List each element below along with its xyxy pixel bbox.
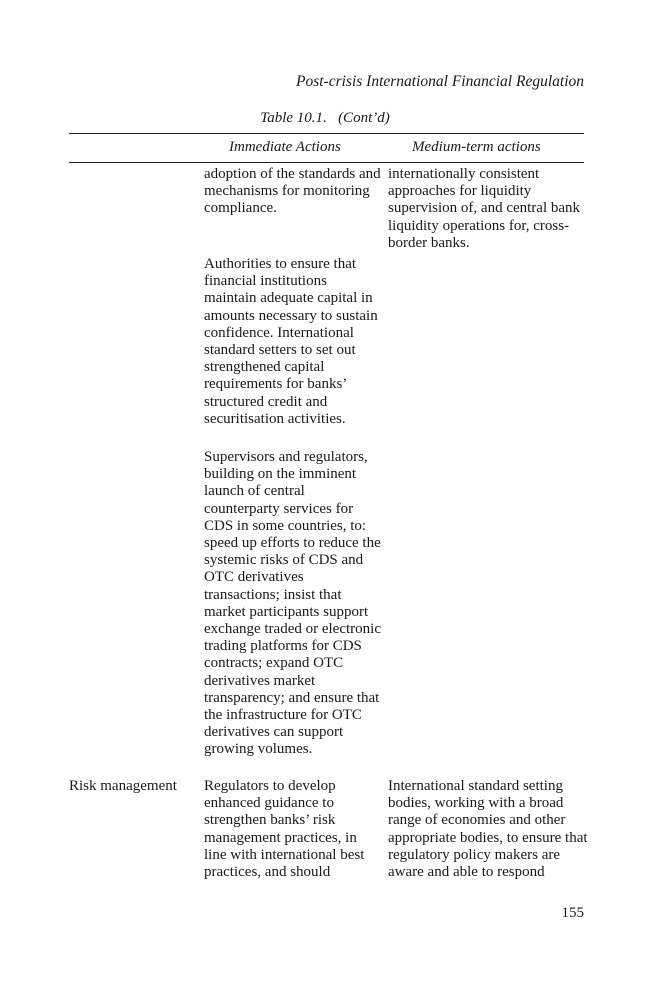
table-caption-number: Table 10.1.	[260, 110, 327, 126]
table-cell-immediate: Supervisors and regulators, building on the imminent launch of central counterparty services for CDS in some countries, to: speed up efforts to reduce the systemic risks of CDS and OTC derivatives transactions; insist that market participants support exchange traded or electronic trading platforms for CDS contracts; expand OTC derivatives market transparency; and ensure that the infrastructure for OTC derivatives can support growing volumes.	[204, 449, 381, 758]
table-header-rule	[69, 162, 584, 163]
column-header-immediate-actions: Immediate Actions	[229, 139, 341, 155]
column-header-medium-term-actions: Medium-term actions	[412, 139, 541, 155]
table-caption-cont: (Cont’d)	[338, 110, 390, 126]
page-number: 155	[561, 905, 584, 921]
table-cell-medium: internationally consistent approaches for liquidity supervision of, and central bank liquidity operations for, cross-border banks.	[388, 166, 581, 251]
table-cell-immediate: adoption of the standards and mechanisms for monitoring compliance.	[204, 166, 381, 217]
table-caption	[0, 110, 650, 127]
table-row-label: Risk management	[69, 778, 177, 794]
table-top-rule	[69, 133, 584, 134]
running-head: Post-crisis International Financial Regulation	[295, 73, 584, 90]
table-cell-medium: International standard setting bodies, working with a broad range of economies and other appropriate bodies, to ensure that regulatory policy makers are aware and able to respond	[388, 778, 588, 881]
table-cell-immediate: Regulators to develop enhanced guidance to strengthen banks’ risk management practices, in line with international best practices, and should	[204, 778, 365, 881]
table-cell-immediate: Authorities to ensure that financial institutions maintain adequate capital in amounts necessary to sustain confidence. International standard setters to set out strengthened capital requirements for banks’ structured credit and securitisation activities.	[204, 256, 378, 427]
